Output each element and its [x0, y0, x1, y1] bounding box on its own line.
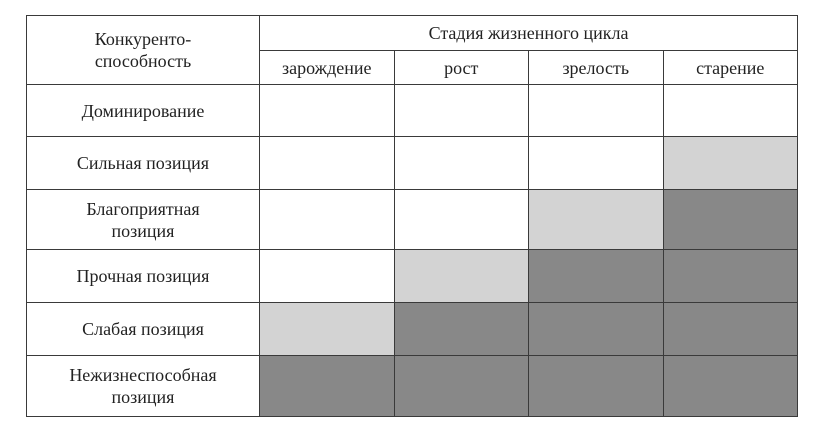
matrix-cell [663, 250, 798, 303]
table-row-firm-position [27, 250, 798, 303]
row-label: Слабая позиция [27, 303, 260, 356]
matrix-cell [529, 303, 664, 356]
matrix-cell [260, 250, 395, 303]
matrix-cell [663, 356, 798, 417]
matrix-cell [529, 85, 664, 137]
row-label: Сильная позиция [27, 137, 260, 190]
table-row-dominance [27, 85, 798, 137]
matrix-cell [529, 190, 664, 250]
corner-header-competitiveness: Конкуренто- способность [27, 16, 260, 85]
row-label: Нежизнеспособная позиция [27, 356, 260, 417]
header-stage-aging: старение [663, 51, 798, 85]
header-stage-growth: рост [394, 51, 529, 85]
matrix-cell [529, 356, 664, 417]
matrix-cell [394, 303, 529, 356]
matrix-cell [394, 190, 529, 250]
matrix-cell [260, 85, 395, 137]
matrix-cell [260, 137, 395, 190]
matrix-cell [394, 85, 529, 137]
matrix-cell [394, 250, 529, 303]
matrix-cell [663, 303, 798, 356]
matrix-cell [394, 356, 529, 417]
competitiveness-lifecycle-matrix [26, 15, 798, 417]
matrix-cell [663, 85, 798, 137]
table-row-nonviable-position [27, 356, 798, 417]
matrix-cell [663, 137, 798, 190]
matrix-cell [663, 190, 798, 250]
row-label: Благоприятная позиция [27, 190, 260, 250]
matrix-cell [529, 137, 664, 190]
matrix-cell [260, 190, 395, 250]
matrix-cell [260, 303, 395, 356]
matrix-cell [260, 356, 395, 417]
row-label: Прочная позиция [27, 250, 260, 303]
table-row-favorable-position [27, 190, 798, 250]
matrix-cell [394, 137, 529, 190]
table-row-strong-position [27, 137, 798, 190]
header-lifecycle-stage: Стадия жизненного цикла [260, 16, 798, 51]
header-stage-origin: зарождение [260, 51, 395, 85]
row-label: Доминирование [27, 85, 260, 137]
header-stage-maturity: зрелость [529, 51, 664, 85]
matrix-cell [529, 250, 664, 303]
table-row-weak-position [27, 303, 798, 356]
